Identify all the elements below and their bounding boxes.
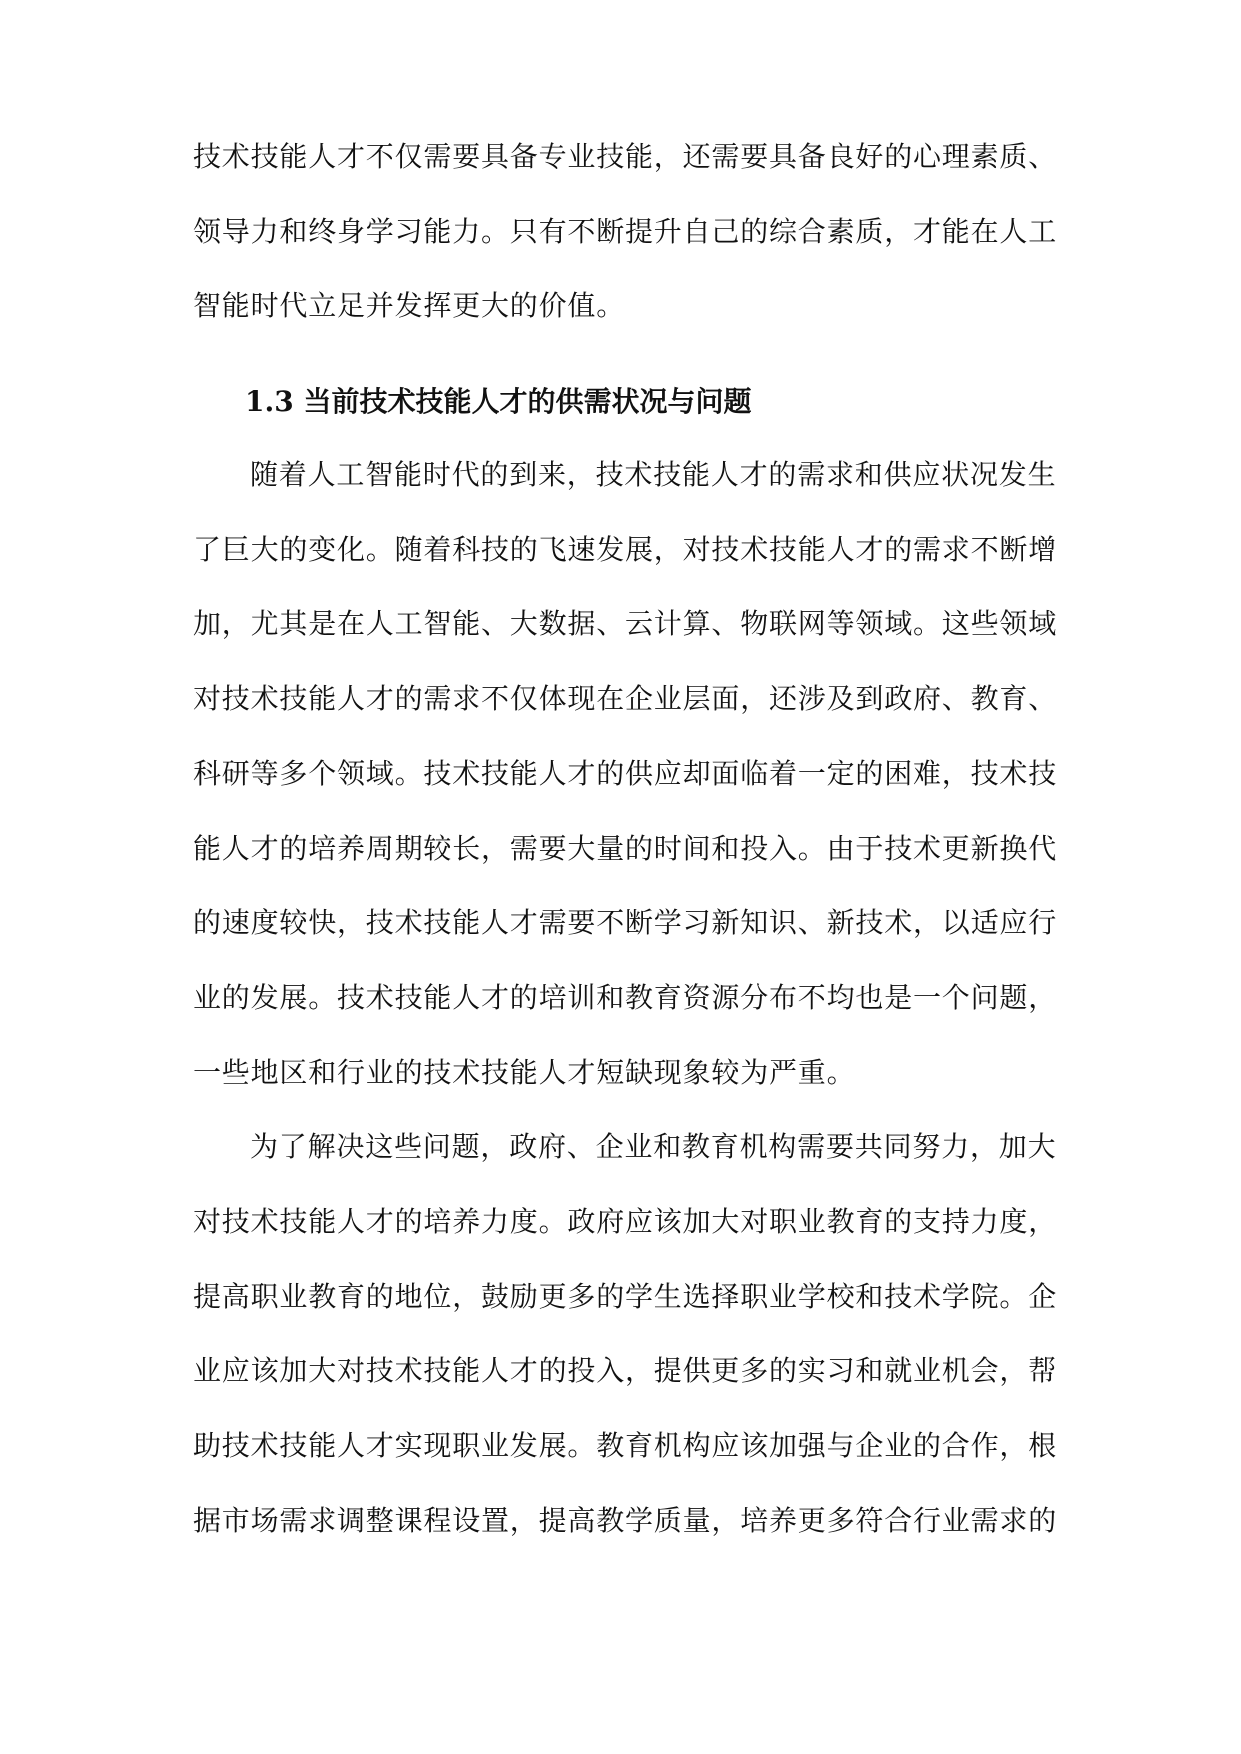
paragraph-line: 技术技能人才不仅需要具备专业技能，还需要具备良好的心理素质、 <box>193 140 1058 173</box>
paragraph-line: 业应该加大对技术技能人才的投入，提供更多的实习和就业机会，帮 <box>193 1354 1058 1388</box>
paragraph-line: 提高职业教育的地位，鼓励更多的学生选择职业学校和技术学院。企 <box>193 1279 1058 1313</box>
paragraph-supply-demand <box>193 438 1058 1110</box>
paragraph-line: 的速度较快，技术技能人才需要不断学习新知识、新技术，以适应行 <box>193 906 1058 940</box>
paragraph-line: 为了解决这些问题，政府、企业和教育机构需要共同努力，加大 <box>250 1130 1057 1164</box>
paragraph-line: 了巨大的变化。随着科技的飞速发展，对技术技能人才的需求不断增 <box>193 532 1058 566</box>
paragraph-line: 领导力和终身学习能力。只有不断提升自己的综合素质，才能在人工 <box>193 214 1058 248</box>
document-page <box>193 120 1058 1558</box>
paragraph-line: 随着人工智能时代的到来，技术技能人才的需求和供应状况发生 <box>250 458 1057 492</box>
paragraph-intro <box>193 120 1058 344</box>
paragraph-line: 业的发展。技术技能人才的培训和教育资源分布不均也是一个问题， <box>193 980 1058 1014</box>
paragraph-line: 加，尤其是在人工智能、大数据、云计算、物联网等领域。这些领域 <box>193 607 1058 641</box>
paragraph-line: 据市场需求调整课程设置，提高教学质量，培养更多符合行业需求的 <box>193 1503 1058 1537</box>
spacer <box>193 344 1048 366</box>
paragraph-line: 对技术技能人才的需求不仅体现在企业层面，还涉及到政府、教育、 <box>193 682 1058 716</box>
paragraph-line: 能人才的培养周期较长，需要大量的时间和投入。由于技术更新换代 <box>193 831 1058 865</box>
paragraph-line: 科研等多个领域。技术技能人才的供应却面临着一定的困难，技术技 <box>193 756 1058 790</box>
section-heading: 1.3 当前技术技能人才的供需状况与问题 <box>245 385 752 419</box>
paragraph-solutions <box>193 1110 1058 1558</box>
paragraph-line: 智能时代立足并发挥更大的价值。 <box>193 289 626 323</box>
paragraph-line: 对技术技能人才的培养力度。政府应该加大对职业教育的支持力度， <box>193 1204 1058 1238</box>
paragraph-line: 一些地区和行业的技术技能人才短缺现象较为严重。 <box>193 1055 856 1089</box>
paragraph-line: 助技术技能人才实现职业发展。教育机构应该加强与企业的合作，根 <box>193 1429 1058 1462</box>
